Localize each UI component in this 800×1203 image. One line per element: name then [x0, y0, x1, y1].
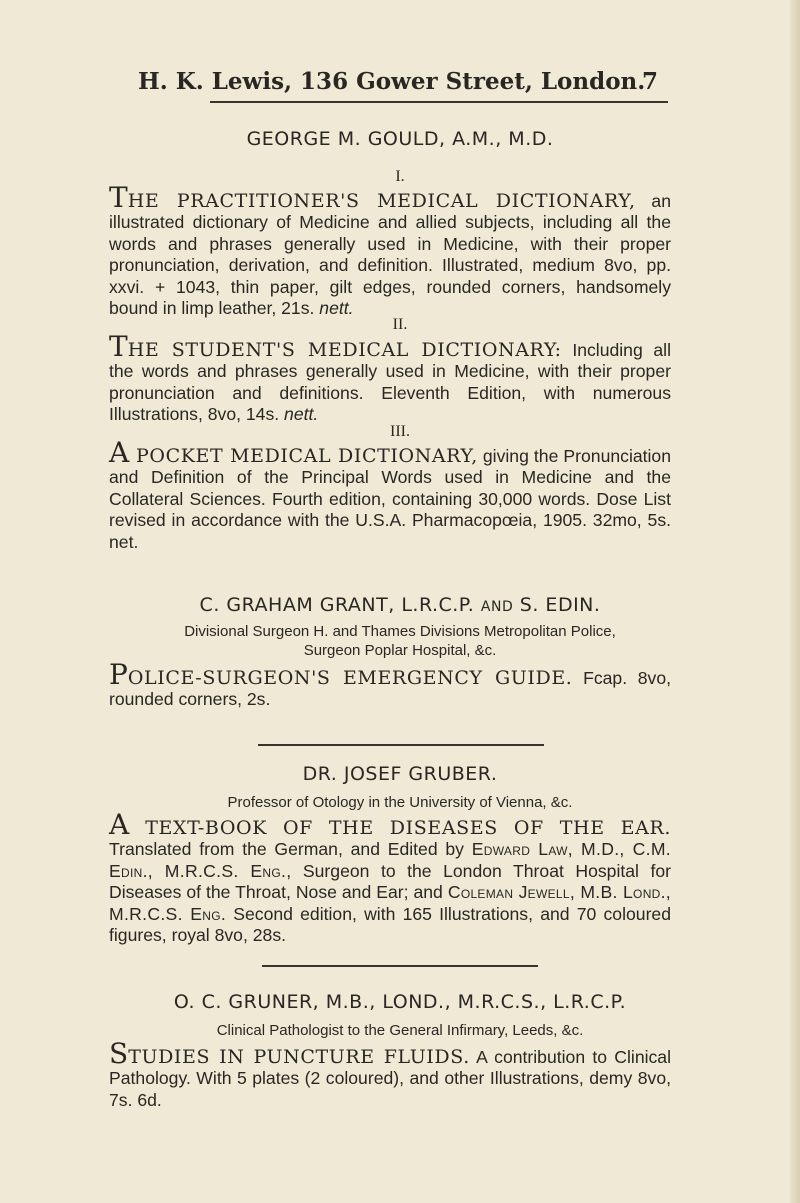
author-heading	[0, 594, 800, 616]
entry-body: an illustrated dictionary of Medicine and allied subjects, including all the words and phrases generally used in Medicine, with their proper pronunciation, derivation, and definition. Illustrated, medium 8vo, pp. xxvi. + 1043, thin paper, gilt edges, rounded corners, handsomely bound in limp leather, 21s.	[109, 191, 671, 319]
entry-title: HE PRACTITIONER'S MEDICAL DICTIONARY,	[127, 190, 636, 212]
editor-name: Coleman Jewell, M.B. Lond., M.R.C.S. Eng.	[109, 882, 671, 924]
drop-initial: T	[109, 330, 128, 363]
author-name: C. GRAHAM GRANT, L.R.C.P.	[199, 594, 475, 616]
author-and: AND	[480, 599, 514, 615]
entry-numeral: I.	[395, 168, 405, 185]
entry-numeral: III.	[390, 423, 410, 440]
author-subtitle: Surgeon Poplar Hospital, &c.	[303, 642, 497, 659]
entry-tail: nett.	[284, 404, 319, 425]
book-entry	[109, 1037, 672, 1111]
entry-title: TEXT-BOOK OF THE DISEASES OF THE EAR.	[129, 817, 671, 839]
drop-initial: T	[109, 181, 128, 214]
entry-body: Second edition, with 165 Illustrations, and 70 coloured figures, royal 8vo, 28s.	[109, 903, 671, 946]
drop-initial: P	[109, 658, 128, 691]
entry-body: Surgeon to the London Throat Hospital for Diseases of the Throat, Nose and Ear; and	[109, 860, 672, 903]
author-name-rest: S. EDIN.	[519, 594, 601, 616]
author-subtitle: Clinical Pathologist to the General Infirmary, Leeds, &c.	[216, 1022, 584, 1039]
book-entry	[109, 181, 671, 319]
section-divider	[262, 965, 538, 967]
book-entry	[109, 808, 672, 946]
entry-title: OLICE-SURGEON'S EMERGENCY GUIDE.	[127, 667, 573, 689]
header-rule	[210, 101, 668, 103]
book-entry	[109, 330, 671, 426]
entry-title: HE STUDENT'S MEDICAL DICTIONARY:	[127, 339, 562, 361]
drop-initial: A	[109, 808, 130, 841]
author-heading: DR. JOSEF GRUBER.	[302, 763, 498, 785]
book-entry	[109, 436, 672, 553]
entry-body: Translated from the German, and Edited by	[109, 839, 472, 860]
author-heading: O. C. GRUNER, M.B., LOND., M.R.C.S., L.R.C.P.	[173, 991, 627, 1013]
running-header	[138, 68, 658, 95]
entry-body: A contribution to Clinical Pathology. With 5 plates (2 coloured), and other Illustrations, demy 8vo, 7s. 6d.	[109, 1047, 672, 1110]
drop-initial: S	[109, 1037, 129, 1070]
author-subtitle: Professor of Otology in the University of Vienna, &c.	[227, 794, 573, 811]
entry-numeral: II.	[392, 316, 408, 333]
entry-body: Fcap. 8vo, rounded corners, 2s.	[109, 668, 671, 710]
entry-tail: nett.	[319, 298, 354, 319]
entry-title: POCKET MEDICAL DICTIONARY,	[129, 445, 478, 467]
drop-initial: A	[109, 436, 130, 469]
section-divider	[258, 744, 544, 746]
author-heading: GEORGE M. GOULD, A.M., M.D.	[246, 128, 554, 150]
page-number: 7	[641, 68, 658, 95]
entry-body: giving the Pronunciation and Definition of the Principal Words used in Medicine and the Collateral Sciences. Fourth edition, containing 30,000 words. Dose List revised in accordance with the U.S.A. Pharmacopœia, 1905. 32mo, 5s. net.	[109, 446, 672, 552]
entry-body: Including all the words and phrases generally used in Medicine, with their proper pronunciation and definitions. Eleventh Edition, with numerous Illustrations, 8vo, 14s.	[109, 340, 671, 425]
editor-name: Edward Law, M.D., C.M. Edin., M.R.C.S. Eng.,	[109, 839, 671, 881]
entry-title: TUDIES IN PUNCTURE FLUIDS.	[128, 1046, 470, 1068]
book-entry	[109, 658, 671, 711]
author-subtitle: Divisional Surgeon H. and Thames Divisions Metropolitan Police,	[184, 623, 616, 640]
header-text: H. K. Lewis, 136 Gower Street, London.	[138, 68, 646, 95]
